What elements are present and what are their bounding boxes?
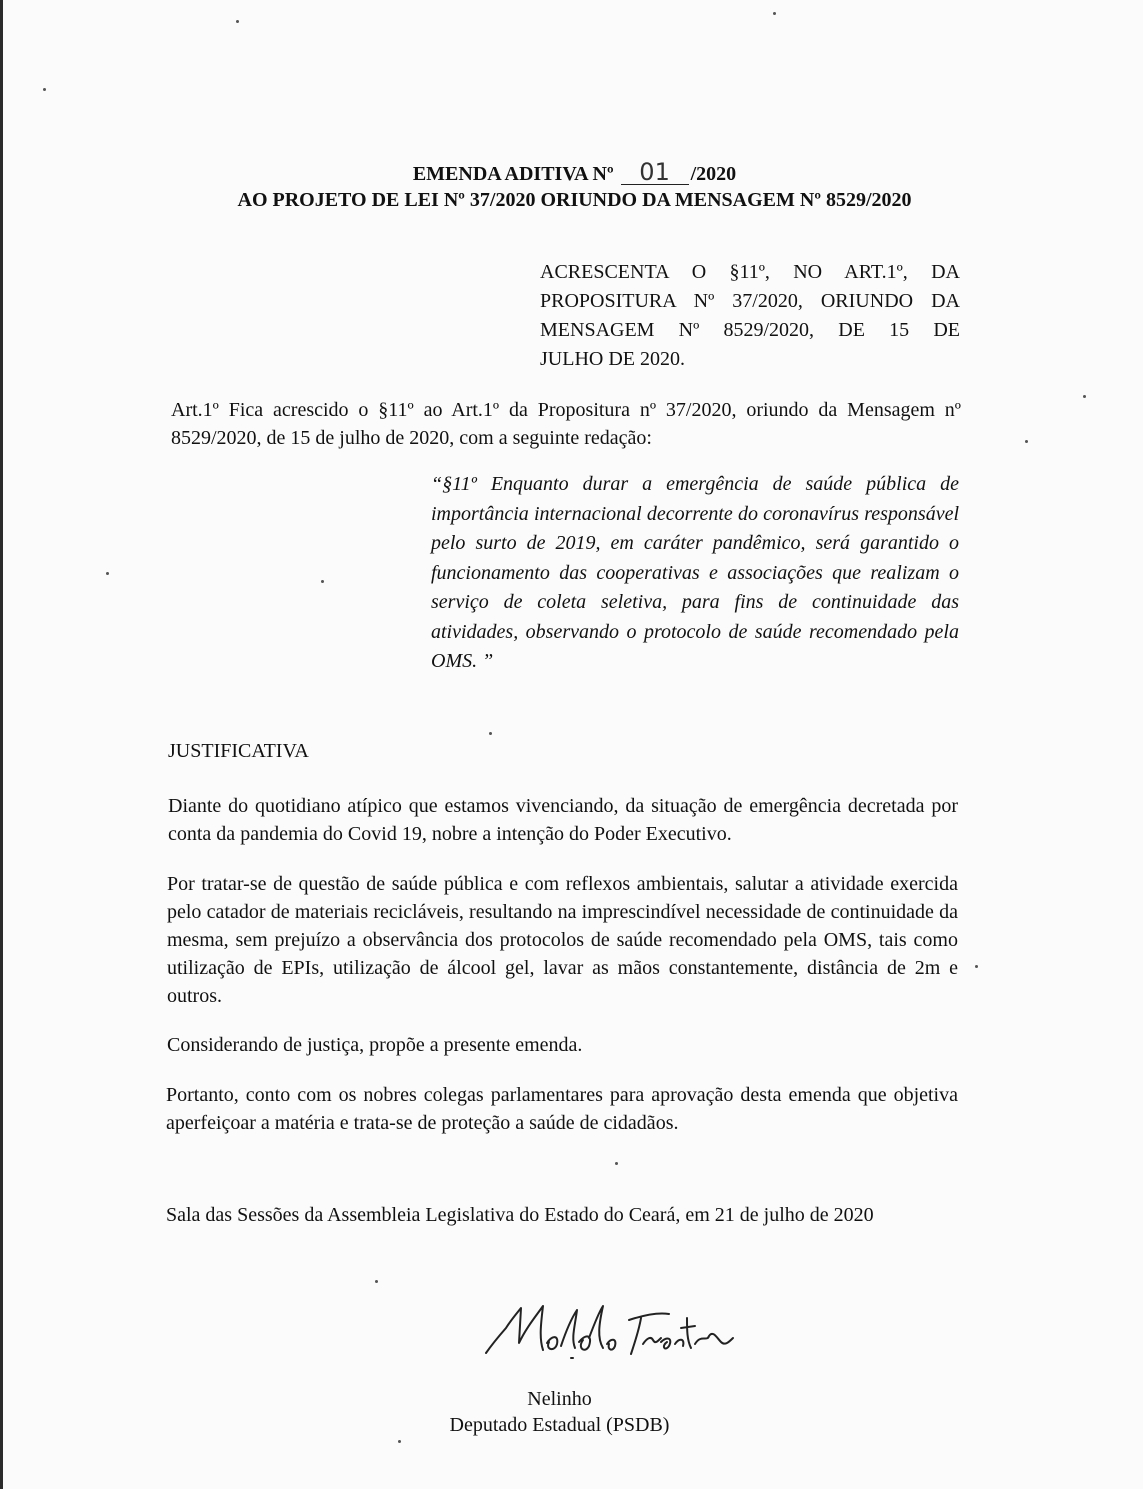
scan-speck <box>615 1162 618 1165</box>
scan-speck <box>1025 440 1028 443</box>
scan-speck <box>398 1440 401 1443</box>
scan-speck <box>489 732 492 735</box>
justificativa-paragraph: Diante do quotidiano atípico que estamos vivenciando, da situação de emergência decretada por conta da pandemia do Covid 19, nobre a intenção do Poder Executivo. <box>168 795 958 845</box>
handwritten-number: 01 <box>621 160 689 185</box>
scan-speck <box>106 572 109 575</box>
scan-speck <box>321 580 324 583</box>
justificativa-paragraph: Portanto, conto com os nobres colegas parlamentares para aprovação desta emenda que objetiva aperfeiçoar a matéria e trata-se de proteção a saúde de cidadãos. <box>166 1084 958 1134</box>
closing-line: Sala das Sessões da Assembleia Legislativa do Estado do Ceará, em 21 de julho de 2020 <box>166 1204 874 1226</box>
document-title <box>3 160 1143 188</box>
ementa-line: MENSAGEM Nº 8529/2020, DE 15 DE <box>540 319 960 341</box>
article-paragraph: Art.1º Fica acrescido o §11º ao Art.1º da Propositura nº 37/2020, oriundo da Mensagem nº 8529/2020, de 15 de julho de 2020, com a seguinte redação: <box>171 399 961 449</box>
signer-name: Nelinho <box>527 1388 592 1410</box>
scan-speck <box>43 88 46 91</box>
document-subtitle: AO PROJETO DE LEI Nº 37/2020 ORIUNDO DA MENSAGEM Nº 8529/2020 <box>237 189 912 211</box>
quoted-paragraph: “§11º Enquanto durar a emergência de saúde pública de importância internacional decorrente do coronavírus responsável pelo surto de 2019, em caráter pandêmico, será garantido o funcionamento das cooperativas e associações que realizam o serviço de coleta seletiva, para fins de continuidade das atividades, observando o protocolo de saúde recomendado pela OMS. ” <box>431 473 959 672</box>
title-prefix: EMENDA ADITIVA Nº <box>412 163 614 185</box>
handwritten-signature <box>481 1298 741 1368</box>
scan-speck <box>236 20 239 23</box>
scan-speck <box>375 1280 378 1283</box>
scan-speck <box>975 965 978 968</box>
signer-title: Deputado Estadual (PSDB) <box>449 1414 670 1436</box>
title-suffix: /2020 <box>690 163 737 185</box>
ementa-line: ACRESCENTA O §11º, NO ART.1º, DA <box>540 261 960 283</box>
scan-speck <box>1083 395 1086 398</box>
ementa-block <box>540 258 960 374</box>
justificativa-paragraph: Considerando de justiça, propõe a presente emenda. <box>167 1034 583 1056</box>
justificativa-paragraph: Por tratar-se de questão de saúde pública e com reflexos ambientais, salutar a atividade exercida pelo catador de materiais recicláveis, resultando na imprescindível necessidade de continuidade da mesma, sem prejuízo a observância dos protocolos de saúde recomendado pela OMS, tais como utilização de EPIs, utilização de álcool gel, lavar as mãos constantemente, distância de 2m e outros. <box>167 873 958 1007</box>
ementa-line: PROPOSITURA Nº 37/2020, ORIUNDO DA <box>540 290 960 312</box>
justificativa-heading: JUSTIFICATIVA <box>168 740 309 762</box>
ementa-line: JULHO DE 2020. <box>540 348 685 370</box>
scan-speck <box>773 12 776 15</box>
